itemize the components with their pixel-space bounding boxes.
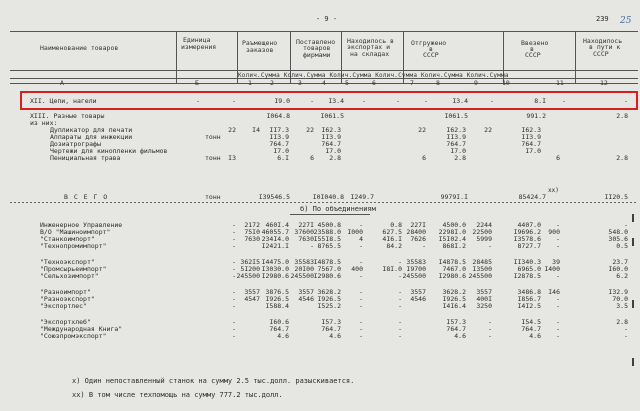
subitem-value: 22: [306, 126, 314, 134]
subitem-value: 764.7: [321, 140, 341, 148]
total-label: В С Е Г О: [64, 193, 109, 201]
organization-value: I2878.5: [513, 272, 541, 280]
index-cell: 1: [248, 79, 252, 87]
subitem-value: 22: [484, 126, 492, 134]
organization-value: I9700: [406, 265, 426, 273]
organization-value: I8I.0: [382, 265, 402, 273]
organization-label: "Международная Книга": [40, 325, 123, 333]
organization-value: 28485: [472, 258, 492, 266]
column-header-text: товаров: [303, 44, 331, 52]
column-header-text: в: [530, 45, 534, 53]
column-header-text: заказов: [246, 46, 274, 54]
column-header-text: измерения: [181, 43, 217, 51]
column-header-text: СССР: [525, 51, 541, 59]
organization-value: -: [398, 272, 402, 280]
organization-value: -: [359, 258, 363, 266]
row-value: I061.5: [320, 112, 344, 120]
organization-value: -: [232, 332, 236, 340]
subitem-value: 22: [418, 126, 426, 134]
footnote-1: x) Один непоставленный станок на сумму 2.5 тыс.долл. разыскивается.: [72, 377, 355, 385]
total-mark: xx): [548, 187, 559, 194]
header-mid-rule: [10, 70, 638, 71]
organization-value: 2244: [476, 221, 492, 229]
organization-value: -: [232, 265, 236, 273]
organization-value: 7630: [298, 235, 314, 243]
organization-value: I46: [548, 288, 560, 296]
organization-value: 3250: [476, 302, 492, 310]
organization-value: 900: [548, 228, 560, 236]
organization-value: 70.0: [612, 295, 628, 303]
organization-value: -: [398, 258, 402, 266]
organization-value: -: [359, 325, 363, 333]
organization-value: 3.5: [616, 302, 628, 310]
subitem-value: II3.9: [269, 133, 289, 141]
organization-value: -: [488, 318, 492, 326]
organization-value: I2980.6: [438, 272, 466, 280]
organization-label: "Станкоимпорт": [40, 235, 95, 243]
organization-value: 4.6: [329, 332, 341, 340]
organization-value: -: [556, 235, 560, 243]
paper-mark: [632, 300, 634, 308]
index-cell: 10: [502, 79, 510, 87]
organization-value: 23.7: [612, 258, 628, 266]
row-value: 8.I: [534, 97, 546, 105]
column-header-text: Поставлено: [296, 38, 336, 46]
paper-mark: [632, 358, 634, 366]
organization-value: I4I2.5: [517, 302, 541, 310]
subitem-value: I62.3: [321, 126, 341, 134]
subitem-value: 6.I: [277, 154, 289, 162]
organization-value: I4878.5: [313, 258, 341, 266]
organization-value: I400: [544, 265, 560, 273]
organization-label: "Экспортлес": [40, 302, 87, 310]
organization-value: 4.6: [277, 332, 289, 340]
organization-value: -: [488, 325, 492, 333]
organization-label: "Экспортхлеб": [40, 318, 91, 326]
organization-value: -: [232, 221, 236, 229]
column-header-text: Находилось в: [347, 37, 394, 45]
subitem-value: I4: [252, 126, 260, 134]
organization-value: I54.5: [521, 318, 541, 326]
index-cell: 2: [270, 79, 274, 87]
index-cell: 3: [298, 79, 302, 87]
organization-value: I55I8.5: [313, 235, 341, 243]
organization-label: "Техноэкспорт": [40, 258, 95, 266]
organization-value: 245500: [236, 272, 260, 280]
organization-value: -: [556, 295, 560, 303]
organization-value: -: [359, 272, 363, 280]
subitem-value: 2.8: [329, 154, 341, 162]
organization-value: -: [556, 272, 560, 280]
subitem-value: II3.9: [321, 133, 341, 141]
organization-value: I4878.5: [438, 258, 466, 266]
index-cell: 4: [322, 79, 326, 87]
row-value: -: [310, 97, 314, 105]
header-top-rule: [10, 31, 638, 32]
archive-stamp: 239: [596, 15, 609, 23]
row-value: -: [490, 97, 494, 105]
organization-label: "Технопромимпорт": [40, 242, 107, 250]
subitem-value: I3: [228, 154, 236, 162]
organization-value: I3030.0: [261, 265, 289, 273]
organization-value: I926.5: [317, 295, 341, 303]
organization-label: "Сельхозимпорт": [40, 272, 99, 280]
organization-value: I588.4: [265, 302, 289, 310]
organization-value: 7626: [410, 235, 426, 243]
organization-value: 84.2: [386, 242, 402, 250]
organization-value: 627.5: [382, 228, 402, 236]
organization-value: 4.6: [454, 332, 466, 340]
column-header-text: Раъмещено: [242, 39, 278, 47]
organization-value: -: [232, 295, 236, 303]
row-value: I9.0: [274, 97, 290, 105]
organization-value: -: [556, 318, 560, 326]
row-label: XIII. Разные товары: [30, 112, 105, 120]
organization-value: 5999: [476, 235, 492, 243]
subitem-value: I7.0: [450, 147, 466, 155]
organization-value: -: [232, 242, 236, 250]
organization-value: 39: [552, 258, 560, 266]
organization-value: -: [359, 221, 363, 229]
row-value: -: [396, 97, 400, 105]
row-value: -: [562, 97, 566, 105]
row-value: I064.8: [266, 112, 290, 120]
index-cell: 12: [600, 79, 608, 87]
subitem-value: 764.7: [269, 140, 289, 148]
index-cell: 11: [556, 79, 564, 87]
column-header-text: Единица: [183, 36, 211, 44]
row-value: -: [196, 97, 200, 105]
organization-value: 3557: [410, 288, 426, 296]
index-cell: 6: [372, 79, 376, 87]
organization-value: 23588.0: [313, 228, 341, 236]
row-value: -: [232, 97, 236, 105]
subitem-value: 2.8: [616, 154, 628, 162]
organization-value: 20I00: [294, 265, 314, 273]
organization-value: -: [359, 295, 363, 303]
section-title: б) По объединениям: [300, 205, 376, 213]
subheader-row: Колич.Сумма Колич.Сумма Колич.Сумма Колич.Сумма Колич.Сумма Колич.Сумма: [238, 72, 509, 79]
organization-value: 764.7: [269, 325, 289, 333]
organization-value: 4546: [410, 295, 426, 303]
organization-value: 4500.0: [442, 221, 466, 229]
column-header-text: Находилось: [583, 37, 623, 45]
organization-value: -: [556, 325, 560, 333]
organization-value: 305.6: [608, 235, 628, 243]
organization-value: 7567.0: [317, 265, 341, 273]
organization-value: 3628.2: [442, 288, 466, 296]
column-header-text: в: [429, 45, 433, 53]
organization-value: I57.3: [446, 318, 466, 326]
organization-label: "Разноэкспорт": [40, 295, 95, 303]
organization-value: -: [232, 228, 236, 236]
row-value: I3.4: [328, 97, 344, 105]
organization-value: 0.5: [616, 242, 628, 250]
organization-value: 400: [351, 265, 363, 273]
row-value: -: [424, 97, 428, 105]
subitem-value: 6: [556, 154, 560, 162]
organization-label: "Разноимпорт": [40, 288, 91, 296]
organization-value: 548.0: [608, 228, 628, 236]
column-header-text: в пути к: [589, 43, 621, 51]
organization-value: I525.2: [317, 302, 341, 310]
subitem-value: 6: [422, 154, 426, 162]
organization-value: I57.3: [321, 318, 341, 326]
subitem-label: Дупликатор для печати: [50, 126, 133, 134]
subitem-value: I7.0: [325, 147, 341, 155]
organization-value: 22500: [472, 228, 492, 236]
organization-value: 362I5: [240, 258, 260, 266]
row-value: 2.8: [616, 112, 628, 120]
subitem-value: II7.3: [269, 126, 289, 134]
organization-value: 28400: [406, 228, 426, 236]
organization-value: I000: [347, 228, 363, 236]
subitem-label: Аппараты для инжекции: [50, 133, 133, 141]
organization-value: -: [624, 221, 628, 229]
organization-value: I926.5: [442, 295, 466, 303]
organization-value: 245500: [402, 272, 426, 280]
organization-value: I926.5: [265, 295, 289, 303]
organization-value: 3557: [298, 288, 314, 296]
organization-value: I2980.6: [261, 272, 289, 280]
organization-value: 75I0: [244, 228, 260, 236]
organization-value: I32.9: [608, 288, 628, 296]
organization-value: 35583: [406, 258, 426, 266]
subitem-value: 22: [228, 126, 236, 134]
organization-value: -: [310, 242, 314, 250]
organization-value: 234I4.0: [261, 235, 289, 243]
footnote-2: xx) В том числе техпомощь на сумму 777.2 тыс.долл.: [72, 391, 283, 399]
organization-value: -: [359, 242, 363, 250]
organization-value: 764.7: [321, 325, 341, 333]
row-value: 991.2: [526, 112, 546, 120]
organization-value: I4I6.4: [442, 302, 466, 310]
organization-value: -: [232, 325, 236, 333]
organization-value: I4475.0: [261, 258, 289, 266]
organization-value: -: [232, 258, 236, 266]
archive-handwritten-mark: 25: [620, 16, 632, 26]
organization-value: 8727.7: [517, 242, 541, 250]
organization-value: 4I6.I: [382, 235, 402, 243]
subitem-value: I62.3: [521, 126, 541, 134]
total-value: I0I040.8: [312, 193, 344, 201]
subitem-unit: тонн: [205, 154, 221, 162]
subitem-value: II3.9: [446, 133, 466, 141]
organization-value: 227I: [410, 221, 426, 229]
col-rule: [575, 31, 576, 83]
organization-value: I5I02.4: [438, 235, 466, 243]
row-label: из них:: [30, 119, 58, 127]
organization-value: 7630: [244, 235, 260, 243]
organization-value: 4: [359, 235, 363, 243]
organization-value: -: [232, 235, 236, 243]
total-value: I39546.5: [258, 193, 290, 201]
organization-value: I3578.6: [513, 235, 541, 243]
organization-value: -: [232, 288, 236, 296]
column-header-text: экспортах и: [347, 43, 391, 51]
organization-value: I60.6: [269, 318, 289, 326]
organization-value: -: [359, 318, 363, 326]
total-value: II20.5: [604, 193, 628, 201]
organization-value: I3500: [472, 265, 492, 273]
organization-value: 3557: [244, 288, 260, 296]
organization-value: 764.7: [521, 325, 541, 333]
organization-value: -: [488, 242, 492, 250]
row-value: -: [362, 97, 366, 105]
organization-label: "Промсырьеимпорт": [40, 265, 107, 273]
organization-value: -: [556, 242, 560, 250]
subitem-value: I7.0: [525, 147, 541, 155]
index-cell: 8: [436, 79, 440, 87]
organization-label: "Союзпромэкспорт": [40, 332, 107, 340]
organization-value: -: [359, 332, 363, 340]
column-header-text: на складах: [350, 50, 390, 58]
organization-value: I2980.6: [313, 272, 341, 280]
organization-label: В/О "Машиноимпорт": [40, 228, 111, 236]
organization-value: 35583: [294, 258, 314, 266]
organization-value: 3557: [476, 288, 492, 296]
organization-value: I2421.I: [261, 242, 289, 250]
organization-value: I9696.2: [513, 228, 541, 236]
organization-value: 2172: [244, 221, 260, 229]
total-unit: тонн: [205, 193, 221, 201]
organization-value: 4500.8: [317, 221, 341, 229]
organization-value: 764.7: [446, 325, 466, 333]
organization-value: 2.8: [616, 318, 628, 326]
subitem-value: 2.8: [454, 154, 466, 162]
column-header-text: фирмами: [303, 51, 331, 59]
organization-value: -: [624, 325, 628, 333]
organization-value: -: [359, 302, 363, 310]
organization-value: 8765.5: [317, 242, 341, 250]
subitem-value: 764.7: [521, 140, 541, 148]
organization-value: 37600: [294, 228, 314, 236]
page-number: - 9 -: [316, 15, 338, 23]
organization-value: I856.7: [517, 295, 541, 303]
index-cell: Б: [195, 79, 199, 87]
organization-label: Инженерное Управление: [40, 221, 123, 229]
organization-value: 868I.2: [442, 242, 466, 250]
organization-value: -: [488, 332, 492, 340]
subitem-label: Пенициальная трава: [50, 154, 121, 162]
total-value: 9979I.I: [440, 193, 468, 201]
organization-value: -: [398, 332, 402, 340]
paper-mark: [632, 238, 634, 246]
subitem-label: Чертежи для кинопленки фильмов: [50, 147, 168, 155]
index-cell: А: [60, 79, 64, 87]
organization-value: 0.8: [390, 221, 402, 229]
column-header-text: СССР: [593, 50, 609, 58]
organization-value: 2298I.0: [438, 228, 466, 236]
subitem-unit: тонн: [205, 133, 221, 141]
organization-value: -: [398, 302, 402, 310]
organization-value: 46055.7: [261, 228, 289, 236]
organization-value: -: [398, 318, 402, 326]
organization-value: -: [556, 332, 560, 340]
index-cell: 9: [474, 79, 478, 87]
organization-value: 4547: [244, 295, 260, 303]
organization-value: 6965.0: [517, 265, 541, 273]
organization-value: 7467.0: [442, 265, 466, 273]
organization-value: II340.3: [513, 258, 541, 266]
column-header-text: Ввезено: [521, 39, 549, 47]
organization-value: 5I200: [240, 265, 260, 273]
subitem-value: 6: [310, 154, 314, 162]
organization-value: 4407.0: [517, 221, 541, 229]
column-header-text: СССР: [423, 51, 439, 59]
organization-value: -: [398, 288, 402, 296]
organization-value: 3486.8: [517, 288, 541, 296]
organization-value: -: [359, 288, 363, 296]
subitem-value: II3.9: [521, 133, 541, 141]
col-rule: [176, 31, 177, 83]
organization-value: 4546: [298, 295, 314, 303]
organization-value: 245500: [290, 272, 314, 280]
row-value: I061.5: [444, 112, 468, 120]
subitem-value: I62.3: [446, 126, 466, 134]
total-value: I249.7: [350, 193, 374, 201]
paper-mark: [632, 214, 634, 222]
organization-value: 400I: [476, 295, 492, 303]
column-header-text: Наименование товаров: [40, 44, 119, 52]
organization-value: 6.2: [616, 272, 628, 280]
total-underline: [10, 202, 638, 203]
organization-value: -: [398, 295, 402, 303]
organization-value: -: [232, 302, 236, 310]
subitem-label: Дозиатрографы: [50, 140, 101, 148]
organization-value: -: [232, 272, 236, 280]
organization-value: -: [556, 221, 560, 229]
organization-value: -: [398, 325, 402, 333]
organization-value: -: [232, 318, 236, 326]
organization-value: 3876.5: [265, 288, 289, 296]
section-rule: [290, 214, 370, 215]
organization-value: 4.6: [529, 332, 541, 340]
subitem-value: 764.7: [446, 140, 466, 148]
organization-value: 227I: [298, 221, 314, 229]
organization-value: -: [624, 332, 628, 340]
organization-value: 245500: [468, 272, 492, 280]
row-value: -: [624, 97, 628, 105]
organization-value: -: [422, 242, 426, 250]
organization-value: 3628.2: [317, 288, 341, 296]
column-header-text: Отгружено: [411, 39, 447, 47]
organization-value: -: [556, 302, 560, 310]
total-value: 85424.7: [518, 193, 546, 201]
subitem-value: I7.0: [273, 147, 289, 155]
index-cell: 7: [410, 79, 414, 87]
row-label: XII. Цепи, нагели: [30, 97, 97, 105]
organization-value: I60.0: [608, 265, 628, 273]
index-cell: 5: [345, 79, 349, 87]
row-value: I3.4: [452, 97, 468, 105]
organization-value: 460I.4: [265, 221, 289, 229]
